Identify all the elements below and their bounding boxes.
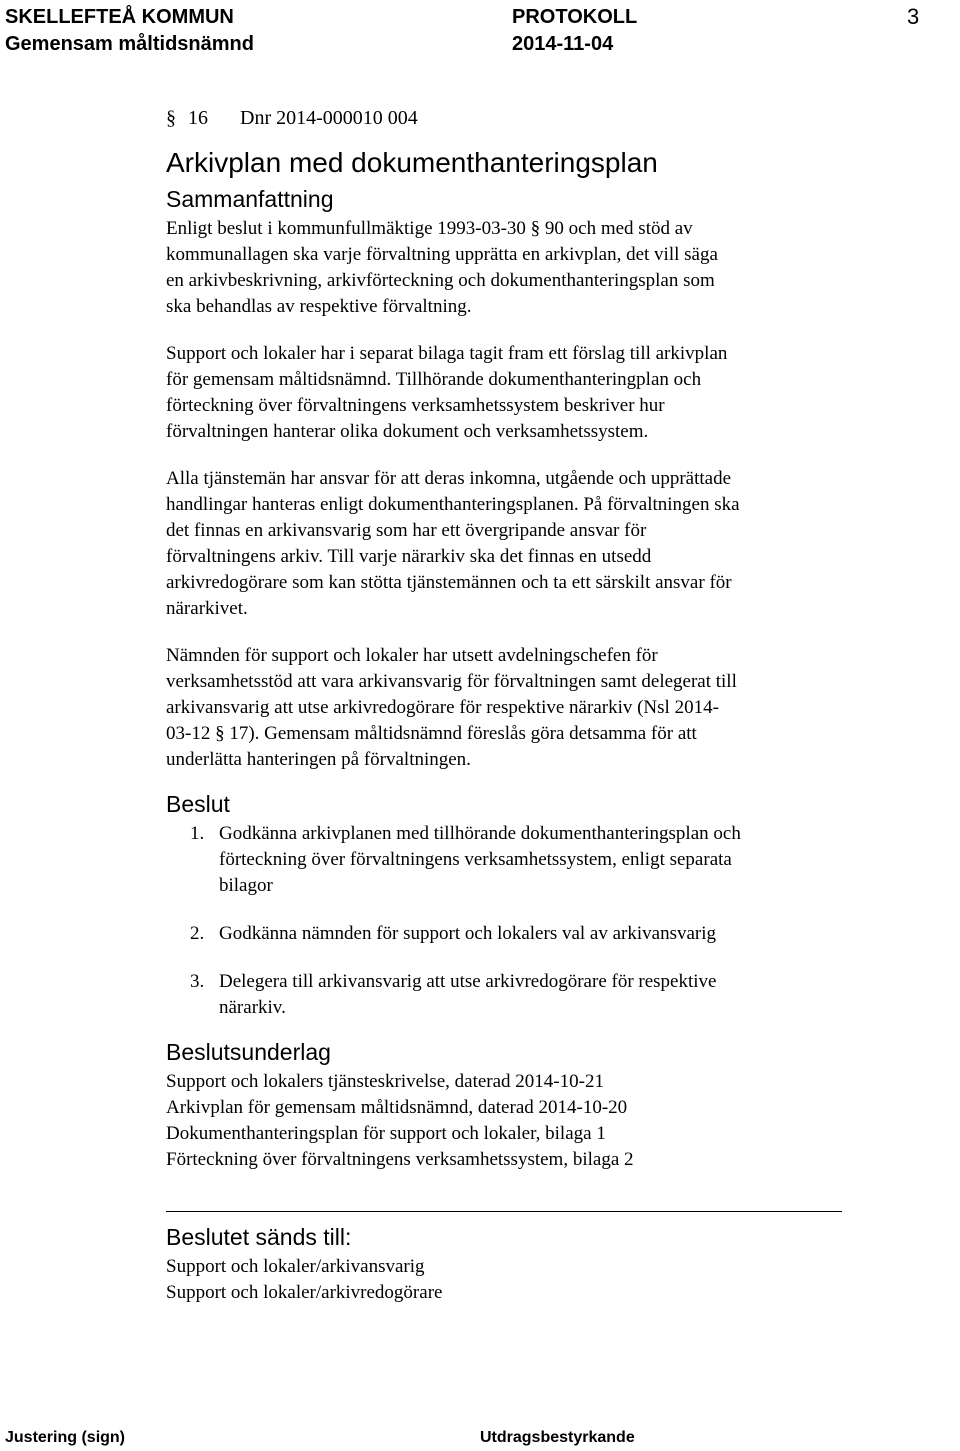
text-line: Godkänna arkivplanen med tillhörande dokumenthanteringsplan och xyxy=(219,823,741,844)
basis-item: Arkivplan för gemensam måltidsnämnd, daterad 2014-10-20 xyxy=(166,1097,628,1118)
recipient-list xyxy=(166,1254,856,1306)
text-line: ska behandlas av respektive förvaltning. xyxy=(166,296,472,317)
document-body xyxy=(166,104,856,1306)
decision-item xyxy=(190,921,856,947)
decision-item-number: 1. xyxy=(190,823,205,844)
decision-item-text xyxy=(219,821,741,899)
text-line: Nämnden för support och lokaler har utsett avdelningschefen för xyxy=(166,645,658,666)
summary-paragraph xyxy=(166,466,856,622)
summary-heading: Sammanfattning xyxy=(166,186,334,212)
decision-heading: Beslut xyxy=(166,791,230,817)
text-line: förvaltningens arkiv. Till varje närarkiv ska det finnas en utsedd xyxy=(166,546,652,567)
decision-item-number: 2. xyxy=(190,923,205,944)
text-line: arkivansvarig att utse arkivredogörare för respektive närarkiv (Nsl 2014- xyxy=(166,697,719,718)
text-line: Alla tjänstemän har ansvar för att deras inkomna, utgående och upprättade xyxy=(166,468,732,489)
basis-list xyxy=(166,1069,856,1173)
recipient-item: Support och lokaler/arkivansvarig xyxy=(166,1256,425,1277)
summary-paragraph xyxy=(166,341,856,445)
text-line: Godkänna nämnden för support och lokalers val av arkivansvarig xyxy=(219,923,717,944)
decision-item-number: 3. xyxy=(190,971,205,992)
text-line: närarkivet. xyxy=(166,598,248,619)
decision-item xyxy=(190,821,856,899)
text-line: verksamhetsstöd att vara arkivansvarig för förvaltningen samt delegerat till xyxy=(166,671,737,692)
text-line: förteckning över förvaltningens verksamhetssystem beskriver hur xyxy=(166,395,665,416)
decision-item-text xyxy=(219,969,716,1021)
summary-paragraph xyxy=(166,216,856,320)
section-number: 16 xyxy=(188,107,208,129)
extract-label: Utdragsbestyrkande xyxy=(480,1429,635,1446)
organization-name: SKELLEFTEÅ KOMMUN xyxy=(5,6,234,28)
separator-line xyxy=(166,1211,842,1212)
text-line: förvaltningen hanterar olika dokument och verksamhetssystem. xyxy=(166,421,649,442)
diary-number: Dnr 2014-000010 004 xyxy=(240,107,418,129)
summary-paragraph xyxy=(166,643,856,773)
basis-item: Förteckning över förvaltningens verksamhetssystem, bilaga 2 xyxy=(166,1149,634,1170)
text-line: 03-12 § 17). Gemensam måltidsnämnd föreslås göra detsamma för att xyxy=(166,723,697,744)
page-title: Arkivplan med dokumenthanteringsplan xyxy=(166,147,658,178)
section-reference-line xyxy=(166,104,856,132)
text-line: underlätta hanteringen på förvaltningen. xyxy=(166,749,471,770)
paragraph-gap xyxy=(166,445,856,466)
decision-list xyxy=(166,821,856,1021)
text-line: kommunallagen ska varje förvaltning upprätta en arkivplan, det vill säga xyxy=(166,244,718,265)
recipient-item: Support och lokaler/arkivredogörare xyxy=(166,1282,443,1303)
distribution-heading: Beslutet sänds till: xyxy=(166,1224,352,1250)
basis-heading: Beslutsunderlag xyxy=(166,1039,331,1065)
text-line: förteckning över förvaltningens verksamhetssystem, enligt separata xyxy=(219,849,732,870)
basis-item: Dokumenthanteringsplan för support och lokaler, bilaga 1 xyxy=(166,1123,606,1144)
text-line: Delegera till arkivansvarig att utse arkivredogörare för respektive xyxy=(219,971,717,992)
text-line: Enligt beslut i kommunfullmäktige 1993-03-30 § 90 och med stöd av xyxy=(166,218,693,239)
text-line: för gemensam måltidsnämnd. Tillhörande dokumenthanteringplan och xyxy=(166,369,702,390)
decision-item xyxy=(190,969,856,1021)
document-type: PROTOKOLL xyxy=(512,6,638,28)
text-line: arkivredogörare som kan stötta tjänstemännen och ta ett särskilt ansvar för xyxy=(166,572,732,593)
signature-label: Justering (sign) xyxy=(5,1429,126,1446)
text-line: det finnas en arkivansvarig som har ett övergripande ansvar för xyxy=(166,520,647,541)
paragraph-gap xyxy=(166,622,856,643)
text-line: en arkivbeskrivning, arkivförteckning och dokumenthanteringsplan som xyxy=(166,270,715,291)
basis-item: Support och lokalers tjänsteskrivelse, daterad 2014-10-21 xyxy=(166,1071,604,1092)
text-line: närarkiv. xyxy=(219,997,286,1018)
document-date: 2014-11-04 xyxy=(512,33,614,55)
text-line: handlingar hanteras enligt dokumenthanteringsplanen. På förvaltningen ska xyxy=(166,494,740,515)
decision-item-text xyxy=(219,921,716,947)
paragraph-gap xyxy=(166,320,856,341)
text-line: Support och lokaler har i separat bilaga tagit fram ett förslag till arkivplan xyxy=(166,343,728,364)
text-line: bilagor xyxy=(219,875,273,896)
board-name: Gemensam måltidsnämnd xyxy=(5,33,254,55)
page-number: 3 xyxy=(907,4,920,29)
summary-section xyxy=(166,216,856,773)
section-symbol: § xyxy=(166,107,176,129)
